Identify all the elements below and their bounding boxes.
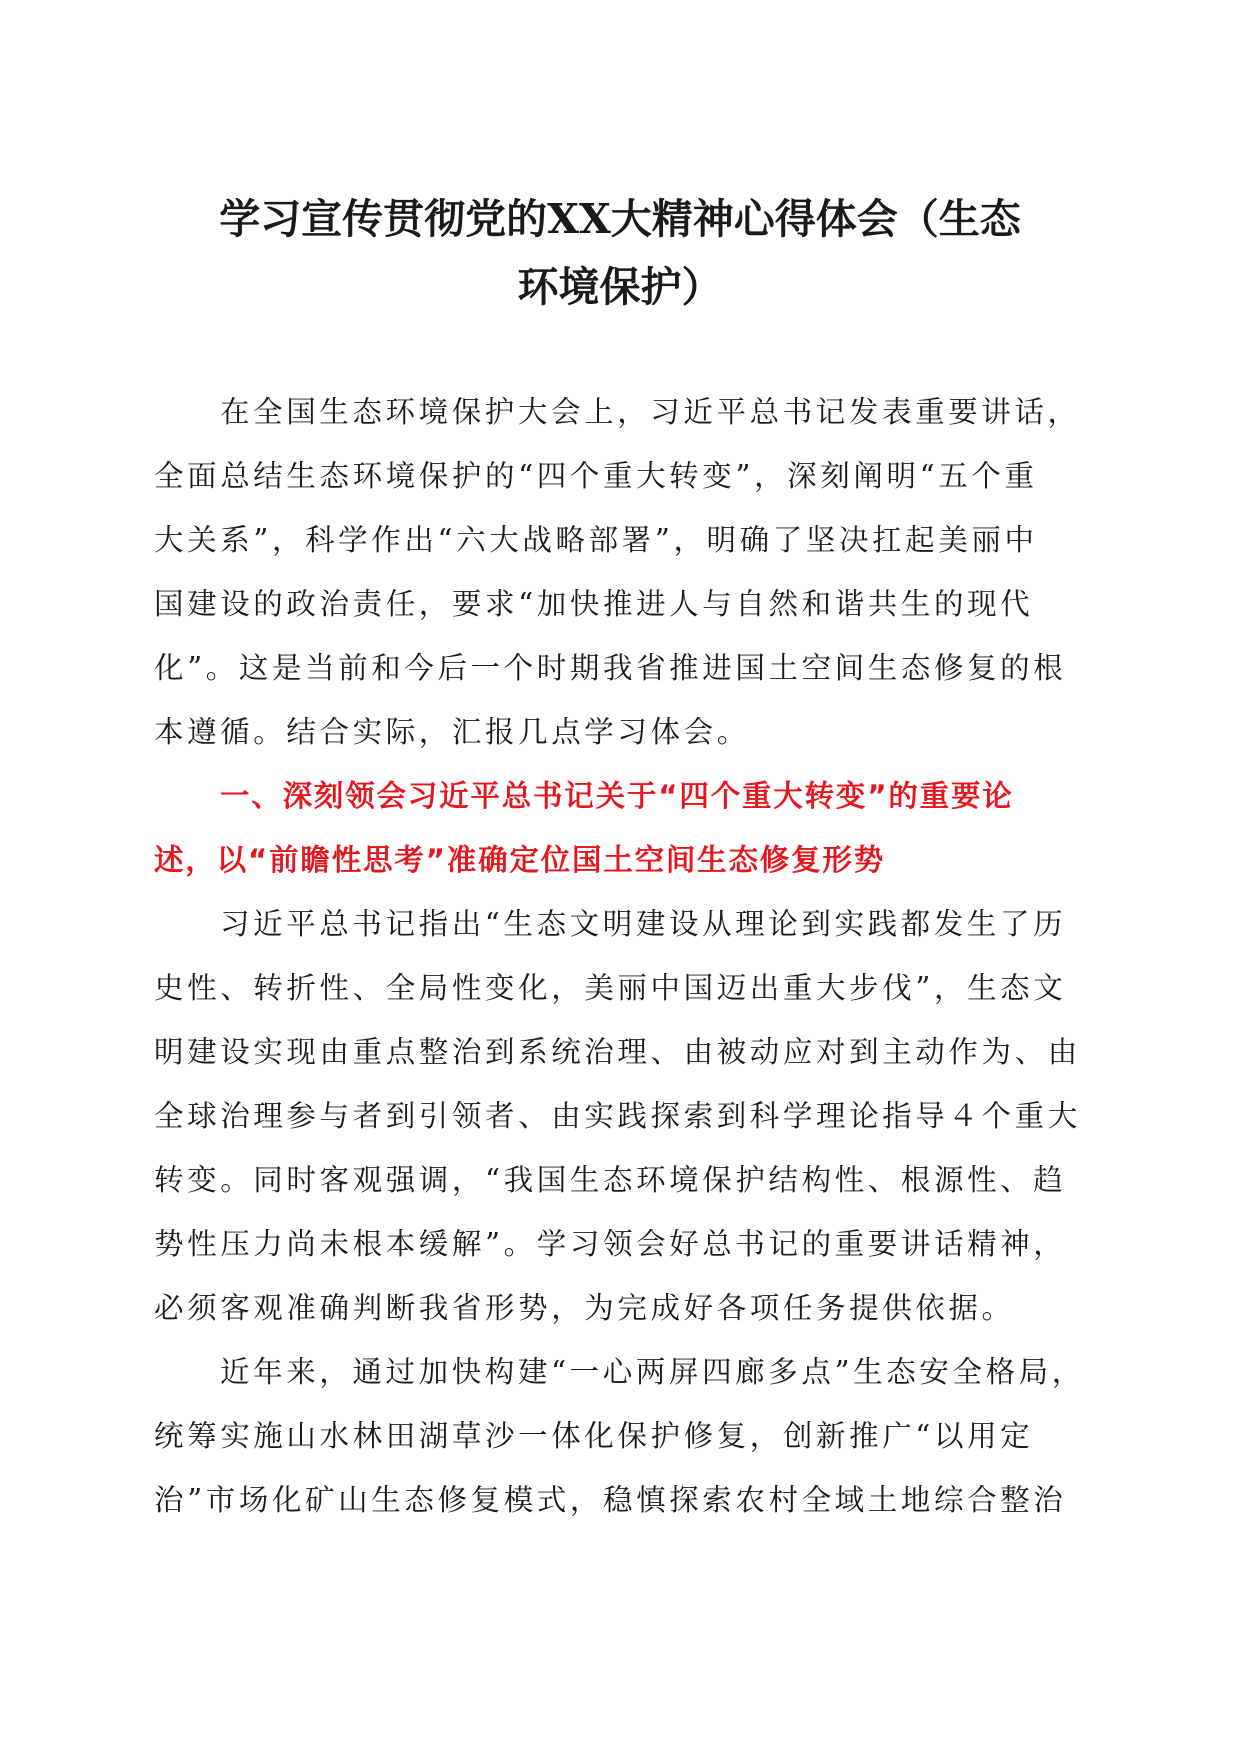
text-line: 在全国生态环境保护大会上，习近平总书记发表重要讲话，	[220, 395, 1081, 429]
paragraph-intro	[154, 380, 1081, 764]
text-line: 本遵循。结合实际，汇报几点学习体会。	[154, 715, 750, 749]
text-line: 全球治理参与者到引领者、由实践探索到科学理论指导４个重大	[154, 1099, 1081, 1133]
text-line: 近年来，通过加快构建“一心两屏四廊多点”生态安全格局，	[220, 1355, 1085, 1389]
heading-line: 述，以“前瞻性思考”准确定位国土空间生态修复形势	[154, 843, 885, 877]
document-body	[154, 380, 1085, 1532]
text-line: 统筹实施山水林田湖草沙一体化保护修复，创新推广“以用定	[154, 1419, 1034, 1453]
text-line: 习近平总书记指出“生态文明建设从理论到实践都发生了历	[220, 907, 1067, 941]
text-line: 史性、转折性、全局性变化，美丽中国迈出重大步伐”，生态文	[154, 971, 1067, 1005]
text-line: 明建设实现由重点整治到系统治理、由被动应对到主动作为、由	[154, 1035, 1081, 1069]
text-line: 化”。这是当前和今后一个时期我省推进国土空间生态修复的根	[154, 651, 1067, 685]
title-line-2: 环境保护）	[517, 263, 723, 311]
paragraph-recent-years	[154, 1340, 1085, 1532]
text-line: 国建设的政治责任，要求“加快推进人与自然和谐共生的现代	[154, 587, 1034, 621]
page-title	[140, 185, 1100, 321]
text-line: 全面总结生态环境保护的“四个重大转变”，深刻阐明“五个重	[154, 459, 1038, 493]
paragraph-section-one	[154, 892, 1081, 1340]
heading-line: 一、深刻领会习近平总书记关于“四个重大转变”的重要论	[220, 779, 1014, 813]
text-line: 势性压力尚未根本缓解”。学习领会好总书记的重要讲话精神，	[154, 1227, 1067, 1261]
text-line: 大关系”，科学作出“六大战略部署”，明确了坚决扛起美丽中	[154, 523, 1038, 557]
text-line: 转变。同时客观强调，“我国生态环境保护结构性、根源性、趋	[154, 1163, 1067, 1197]
title-line-1: 学习宣传贯彻党的XX大精神心得体会（生态	[219, 195, 1021, 243]
section-heading	[154, 764, 1074, 892]
text-line: 必须客观准确判断我省形势，为完成好各项任务提供依据。	[154, 1291, 1015, 1325]
text-line: 治”市场化矿山生态修复模式，稳慎探索农村全域土地综合整治	[154, 1483, 1067, 1517]
